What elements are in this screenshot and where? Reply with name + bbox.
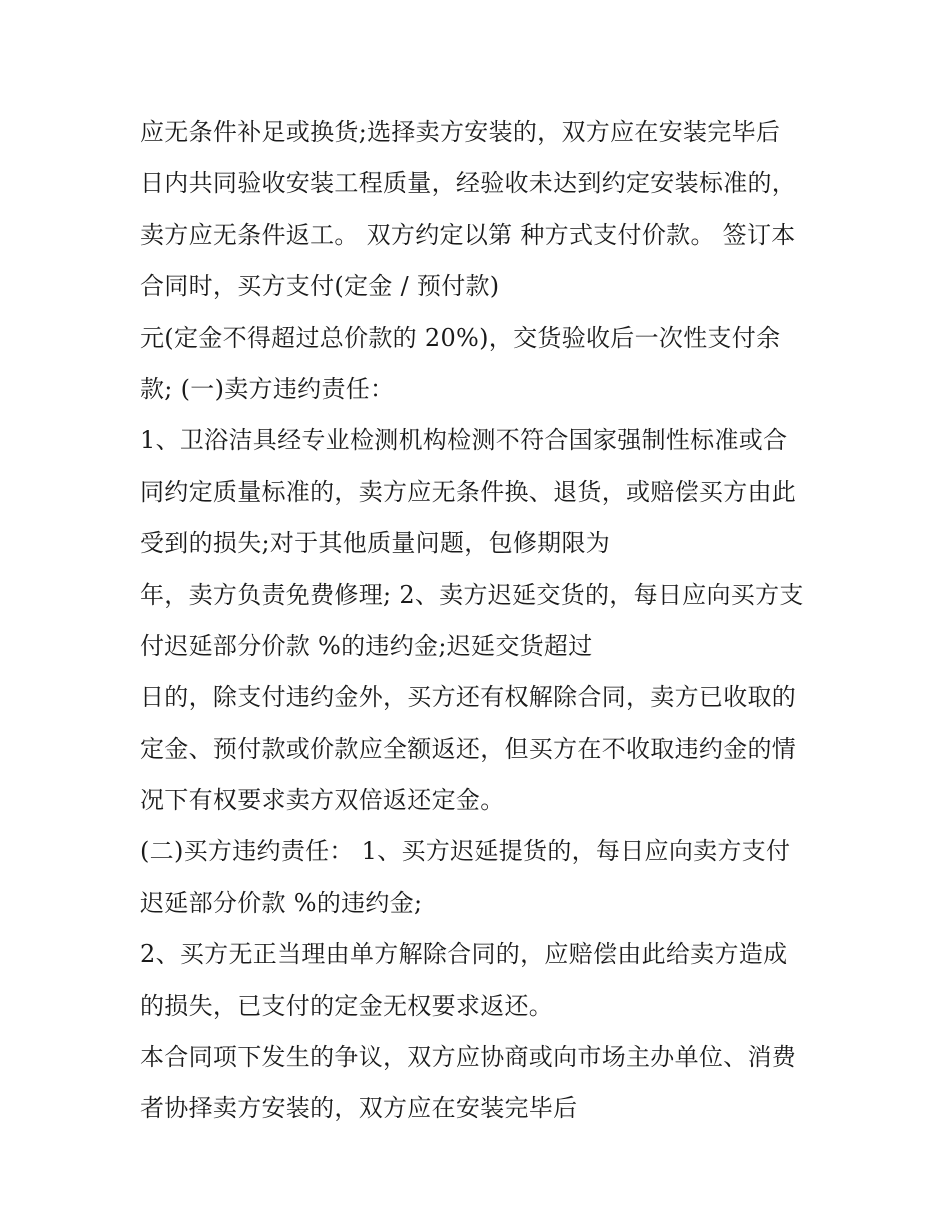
text-line: 合同时，买方支付(定金 / 预付款) <box>140 272 500 301</box>
text-line: 定金、预付款或价款应全额返还，但买方在不收取违约金的情 <box>140 734 797 763</box>
text-line: 应无条件补足或换货;选择卖方安装的，双方应在安装完毕后 <box>140 118 781 146</box>
text-line: 同约定质量标准的，卖方应无条件换、退货，或赔偿买方由此 <box>140 477 797 506</box>
text-line: 款; (一)卖方违约责任： <box>140 374 395 403</box>
text-line: (二)买方违约责任： 1、买方迟延提货的，每日应向卖方支付 <box>140 837 791 866</box>
text-line: 者协择卖方安装的，双方应在安装完毕后 <box>140 1094 578 1123</box>
text-line: 况下有权要求卖方双倍返还定金。 <box>140 786 505 815</box>
text-line: 1、卫浴洁具经专业检测机构检测不符合国家强制性标准或合 <box>140 426 788 455</box>
text-line: 卖方应无条件返工。 双方约定以第 种方式支付价款。 签订本 <box>140 220 796 249</box>
text-line: 迟延部分价款 %的违约金; <box>140 888 423 917</box>
text-line: 付迟延部分价款 %的违约金;迟延交货超过 <box>140 631 593 660</box>
text-line: 2、买方无正当理由单方解除合同的，应赔偿由此给卖方造成 <box>140 940 788 969</box>
text-line: 年，卖方负责免费修理; 2、卖方迟延交货的，每日应向买方支 <box>140 580 804 609</box>
text-line: 元(定金不得超过总价款的 20%)，交货验收后一次性支付余 <box>140 323 781 352</box>
document-body <box>140 107 830 1135</box>
text-line: 日内共同验收安装工程质量，经验收未达到约定安装标准的， <box>140 169 797 198</box>
text-line: 日的，除支付违约金外，买方还有权解除合同，卖方已收取的 <box>140 683 797 712</box>
text-line: 受到的损失;对于其他质量问题，包修期限为 <box>140 529 611 558</box>
text-line: 的损失，已支付的定金无权要求返还。 <box>140 991 554 1020</box>
text-line: 本合同项下发生的争议，双方应协商或向市场主办单位、消费 <box>140 1043 797 1072</box>
